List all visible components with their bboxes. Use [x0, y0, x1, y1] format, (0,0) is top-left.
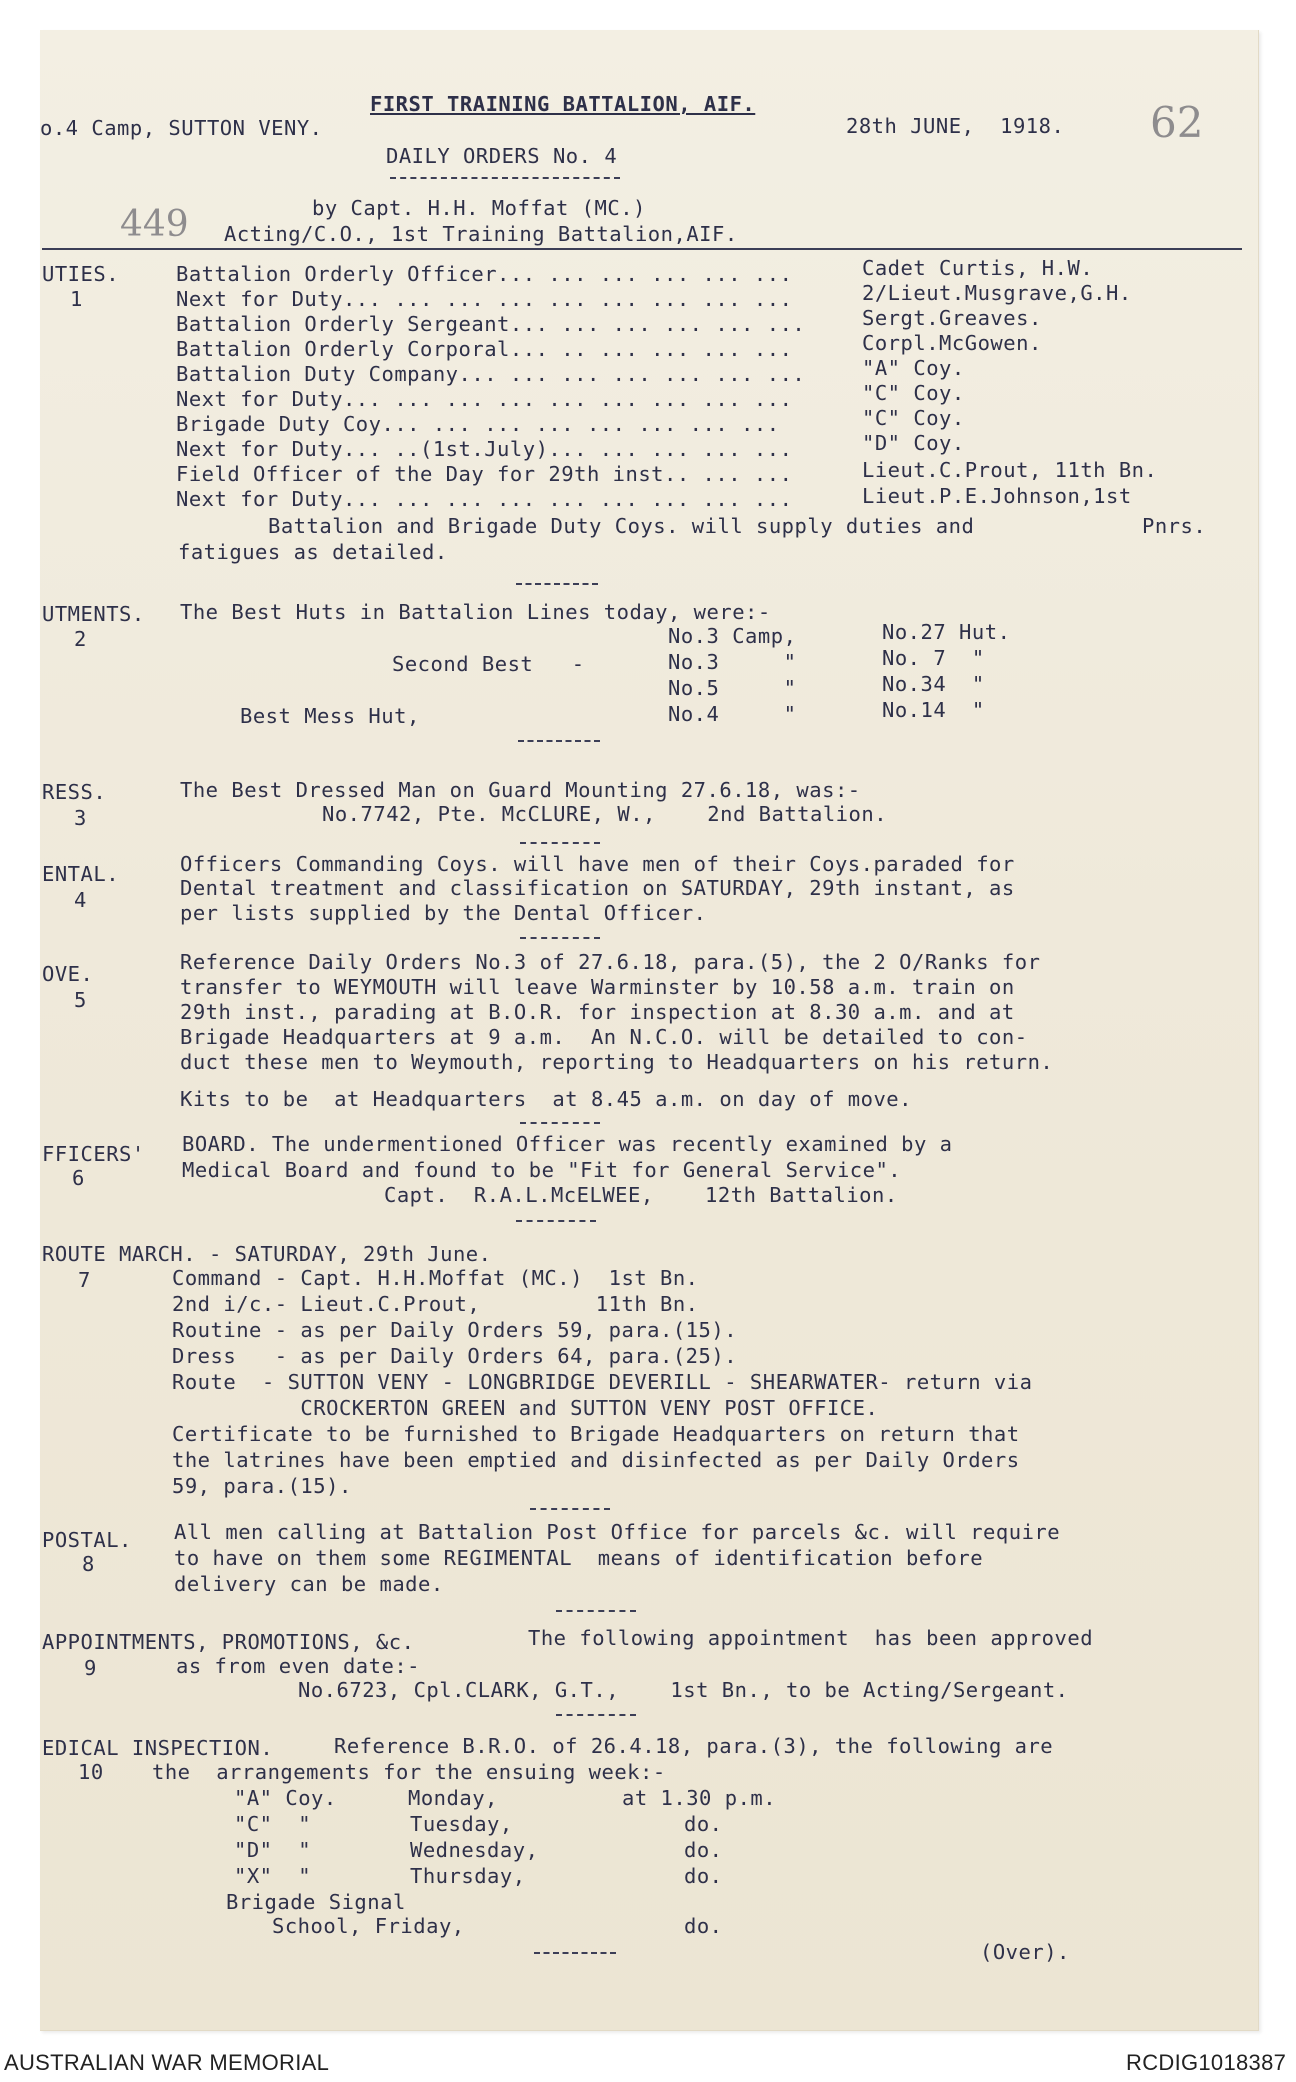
section-text: The Best Dressed Man on Guard Mounting 27.6.18, was:- — [180, 778, 861, 802]
section-text: Route - SUTTON VENY - LONGBRIDGE DEVERILL - SHEARWATER- return via — [172, 1370, 1033, 1394]
divider — [516, 1220, 596, 1222]
hut-camp: No.4 " — [668, 702, 797, 726]
section-text: Reference B.R.O. of 26.4.18, para.(3), the following are — [334, 1734, 1054, 1758]
section-number-7: 7 — [78, 1268, 91, 1292]
section-number-3: 3 — [74, 806, 87, 830]
duties-note: Battalion and Brigade Duty Coys. will supply duties and — [268, 514, 975, 538]
hut-number: No.27 Hut. — [882, 620, 1011, 644]
section-label-medical: EDICAL INSPECTION. — [42, 1736, 274, 1760]
daily-orders-number: DAILY ORDERS No. 4 — [386, 144, 618, 168]
section-label-huts: UTMENTS. — [42, 602, 145, 626]
hut-camp: No.3 Camp, — [668, 624, 797, 648]
divider — [520, 842, 600, 844]
section-text: as from even date:- — [176, 1654, 420, 1678]
schedule-day: Monday, — [408, 1786, 498, 1810]
section-label-route-march: ROUTE MARCH. - SATURDAY, 29th June. — [42, 1242, 492, 1266]
divider — [530, 1508, 610, 1510]
section-text: per lists supplied by the Dental Officer. — [180, 901, 707, 925]
section-label-postal: POSTAL. — [42, 1528, 132, 1552]
duty-row-right: Lieut.P.E.Johnson,1st — [862, 484, 1132, 508]
section-number-8: 8 — [82, 1552, 95, 1576]
section-text: The Best Huts in Battalion Lines today, were:- — [180, 600, 771, 624]
schedule-day: Thursday, — [410, 1864, 526, 1888]
schedule-day: School, Friday, — [272, 1914, 465, 1938]
divider — [534, 1952, 616, 1954]
section-text: 2nd i/c.- Lieut.C.Prout, 11th Bn. — [172, 1292, 699, 1316]
schedule-day: Tuesday, — [410, 1812, 513, 1836]
duty-row-right: 2/Lieut.Musgrave,G.H. — [862, 281, 1132, 305]
section-text: Kits to be at Headquarters at 8.45 a.m. on day of move. — [180, 1087, 912, 1111]
section-text: to have on them some REGIMENTAL means of identification before — [174, 1546, 984, 1570]
order-date: 28th JUNE, 1918. — [846, 114, 1065, 138]
section-label-duties: UTIES. — [42, 262, 120, 286]
duty-row-right: "C" Coy. — [862, 406, 965, 430]
schedule-company: "A" Coy. — [234, 1786, 337, 1810]
duty-row-left: Field Officer of the Day for 29th inst.. ... ... — [176, 462, 793, 486]
section-text: The following appointment has been approved — [528, 1626, 1094, 1650]
archive-identifier: RCDIG1018387 — [1126, 2050, 1287, 2075]
duty-row-left: Brigade Duty Coy... ... ... ... ... ... ... ... — [176, 412, 780, 436]
hut-number: No.14 " — [882, 698, 985, 722]
section-text: Medical Board and found to be "Fit for General Service". — [182, 1158, 902, 1182]
header-rule — [42, 248, 1242, 250]
section-text: Certificate to be furnished to Brigade Headquarters on return that — [172, 1422, 1020, 1446]
divider — [520, 1122, 600, 1124]
hut-number: No. 7 " — [882, 646, 985, 670]
battalion-title: FIRST TRAINING BATTALION, AIF. — [370, 92, 756, 116]
section-text: No.7742, Pte. McCLURE, W., 2nd Battalion. — [322, 802, 888, 826]
pencil-folio-number: 62 — [1150, 98, 1204, 147]
section-number-1: 1 — [70, 287, 83, 311]
section-label-officers: FFICERS' — [42, 1142, 145, 1166]
section-label-dress: RESS. — [42, 780, 107, 804]
section-text: transfer to WEYMOUTH will leave Warminster by 10.58 a.m. train on — [180, 975, 1015, 999]
section-text: Routine - as per Daily Orders 59, para.(15). — [172, 1318, 738, 1342]
divider — [516, 583, 598, 585]
schedule-time: at 1.30 p.m. — [622, 1786, 777, 1810]
schedule-time: do. — [684, 1864, 723, 1888]
duty-row-left: Next for Duty... ..(1st.July)... ... ... ... ... — [176, 437, 793, 461]
duty-row-left: Battalion Orderly Corporal... .. ... ... ... ... — [176, 337, 793, 361]
hut-rank: Best Mess Hut, — [240, 704, 420, 728]
section-text: Reference Daily Orders No.3 of 27.6.18, para.(5), the 2 O/Ranks for — [180, 950, 1041, 974]
section-text: 29th inst., parading at B.O.R. for inspection at 8.30 a.m. and at — [180, 1000, 1015, 1024]
duty-row-left: Next for Duty... ... ... ... ... ... ... ... ... — [176, 287, 793, 311]
divider — [518, 740, 600, 742]
section-text: delivery can be made. — [174, 1572, 444, 1596]
divider — [556, 1610, 636, 1612]
section-number-5: 5 — [74, 988, 87, 1012]
schedule-company: "C" " — [234, 1812, 312, 1836]
schedule-company: Brigade Signal — [226, 1890, 406, 1914]
section-label-dental: ENTAL. — [42, 862, 120, 886]
section-label-appointments: APPOINTMENTS, PROMOTIONS, &c. — [42, 1630, 415, 1654]
divider — [520, 937, 600, 939]
divider — [390, 177, 620, 179]
issued-by: by Capt. H.H. Moffat (MC.) — [312, 196, 646, 220]
hut-camp: No.5 " — [668, 676, 797, 700]
archive-credit: AUSTRALIAN WAR MEMORIAL — [4, 2050, 330, 2075]
pencil-register-number: 449 — [120, 204, 189, 245]
duty-row-right: Lieut.C.Prout, 11th Bn. — [862, 458, 1158, 482]
schedule-company: "D" " — [234, 1838, 312, 1862]
section-text: CROCKERTON GREEN and SUTTON VENY POST OFFICE. — [172, 1396, 879, 1420]
duty-row-left: Battalion Orderly Officer... ... ... ... ... ... — [176, 262, 793, 286]
hut-rank: Second Best - — [392, 652, 585, 676]
section-text: Capt. R.A.L.McELWEE, 12th Battalion. — [384, 1183, 898, 1207]
schedule-time: do. — [684, 1838, 723, 1862]
divider — [556, 1714, 636, 1716]
section-number-4: 4 — [74, 888, 87, 912]
duty-row-left: Battalion Duty Company... ... ... ... ... ... ... — [176, 362, 806, 386]
duties-note-pnrs: Pnrs. — [1142, 514, 1207, 538]
section-text: Dental treatment and classification on SATURDAY, 29th instant, as — [180, 876, 1015, 900]
section-label-move: OVE. — [42, 962, 94, 986]
hut-number: No.34 " — [882, 672, 985, 696]
hut-camp: No.3 " — [668, 650, 797, 674]
schedule-time: do. — [684, 1914, 723, 1938]
section-text: No.6723, Cpl.CLARK, G.T., 1st Bn., to be Acting/Sergeant. — [298, 1678, 1069, 1702]
section-text: Command - Capt. H.H.Moffat (MC.) 1st Bn. — [172, 1266, 699, 1290]
section-text: All men calling at Battalion Post Office for parcels &c. will require — [174, 1520, 1061, 1544]
duty-row-right: Corpl.McGowen. — [862, 331, 1042, 355]
duty-row-left: Next for Duty... ... ... ... ... ... ... ... ... — [176, 487, 793, 511]
section-text: Dress - as per Daily Orders 64, para.(25). — [172, 1344, 738, 1368]
section-text: duct these men to Weymouth, reporting to Headquarters on his return. — [180, 1050, 1054, 1074]
duty-row-left: Next for Duty... ... ... ... ... ... ... ... ... — [176, 387, 793, 411]
section-text: the arrangements for the ensuing week:- — [152, 1760, 666, 1784]
section-text: 59, para.(15). — [172, 1474, 352, 1498]
section-number-10: 10 — [78, 1760, 104, 1784]
duty-row-left: Battalion Orderly Sergeant... ... ... ... ... ... — [176, 312, 806, 336]
duty-row-right: "D" Coy. — [862, 431, 965, 455]
schedule-company: "X" " — [234, 1864, 312, 1888]
schedule-time: do. — [684, 1812, 723, 1836]
section-text: Officers Commanding Coys. will have men of their Coys.paraded for — [180, 852, 1015, 876]
duty-row-right: Cadet Curtis, H.W. — [862, 256, 1094, 280]
section-text: the latrines have been emptied and disinfected as per Daily Orders — [172, 1448, 1020, 1472]
camp-location: o.4 Camp, SUTTON VENY. — [40, 116, 323, 140]
section-number-2: 2 — [74, 627, 87, 651]
section-text: BOARD. The undermentioned Officer was recently examined by a — [182, 1132, 953, 1156]
section-number-6: 6 — [72, 1166, 85, 1190]
schedule-day: Wednesday, — [410, 1838, 539, 1862]
acting-co: Acting/C.O., 1st Training Battalion,AIF. — [224, 222, 738, 246]
over-note: (Over). — [980, 1940, 1070, 1964]
duty-row-right: Sergt.Greaves. — [862, 306, 1042, 330]
section-number-9: 9 — [84, 1656, 97, 1680]
duty-row-right: "A" Coy. — [862, 356, 965, 380]
duties-note: fatigues as detailed. — [178, 540, 448, 564]
duty-row-right: "C" Coy. — [862, 381, 965, 405]
section-text: Brigade Headquarters at 9 a.m. An N.C.O. will be detailed to con- — [180, 1025, 1028, 1049]
